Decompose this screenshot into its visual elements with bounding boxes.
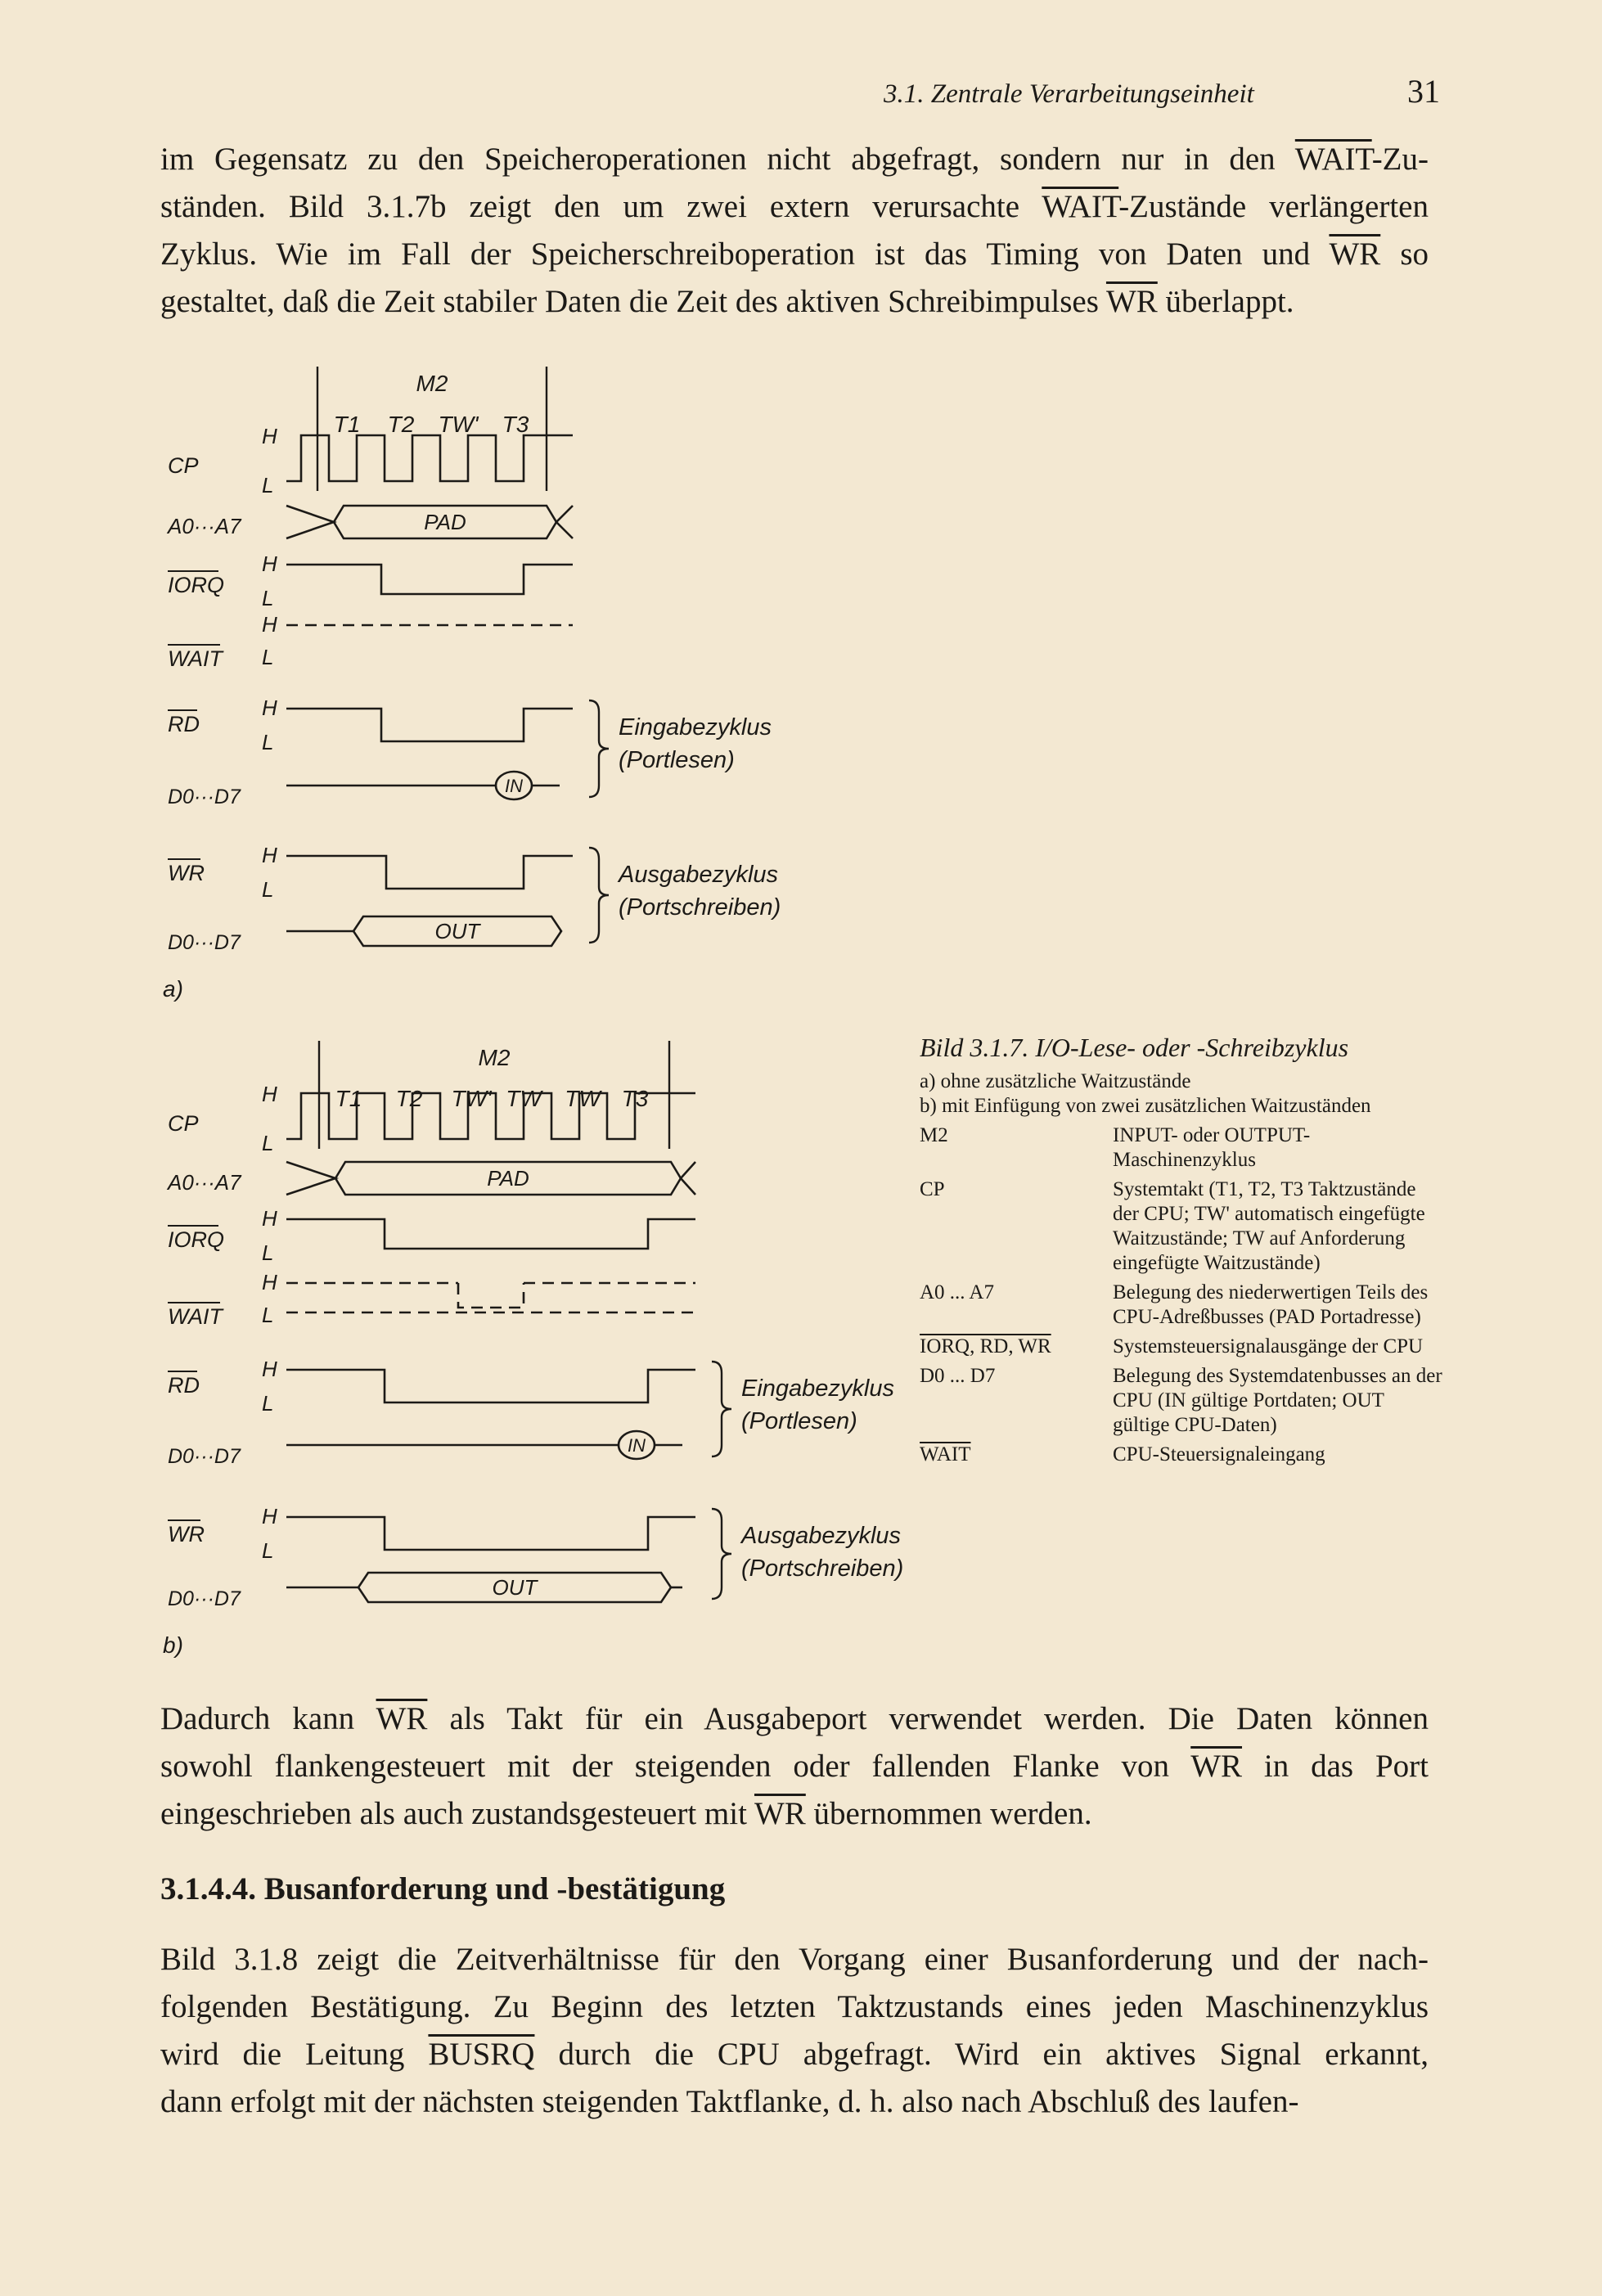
signal-label-data-out: D0···D7 — [168, 931, 241, 954]
iorq-waveform — [286, 1219, 695, 1249]
legend-row — [920, 1177, 1443, 1276]
state-label: T2 — [395, 1086, 423, 1111]
level-h: H — [262, 1357, 277, 1381]
level-h: H — [262, 612, 277, 637]
level-h: H — [262, 1206, 277, 1231]
signal-label-addr: A0···A7 — [168, 1170, 241, 1195]
level-l: L — [262, 730, 274, 754]
text-segment: gestaltet, daß die Zeit stabiler Daten die Zeit des aktiven Schreibimpulses — [160, 284, 1106, 319]
signal-name: $\overline{WR}$ — [1329, 236, 1381, 272]
output-group-sub: (Portschreiben) — [619, 894, 781, 921]
text-line — [160, 1983, 1429, 2031]
legend-term: WAIT — [920, 1443, 971, 1465]
wr-waveform — [286, 856, 573, 889]
cycle-label: M2 — [416, 371, 448, 396]
output-group-sub: (Portschreiben) — [741, 1555, 904, 1582]
legend-desc: Systemsteuersignalausgänge der CPU — [1113, 1335, 1424, 1357]
iorq-waveform — [286, 565, 573, 594]
text-line — [160, 2031, 1429, 2078]
input-brace — [589, 700, 609, 797]
data-out-bus-label: OUT — [434, 919, 480, 943]
level-h: H — [262, 843, 277, 867]
legend-row — [920, 1281, 1443, 1330]
page-number: 31 — [1407, 73, 1440, 110]
level-h: H — [262, 424, 277, 448]
text-line — [160, 1790, 1429, 1838]
figure-caption — [920, 1033, 1443, 1472]
state-label: TW — [565, 1086, 601, 1111]
section-title: 3.1. Zentrale Verarbeitungseinheit — [884, 79, 1254, 109]
wait-waveform-pulse — [458, 1283, 524, 1308]
legend-desc: Belegung des Systemdatenbusses an der CPU (IN gültige Portdaten; OUT gültige CPU-Daten) — [1113, 1365, 1442, 1436]
text-segment: in das Port — [1242, 1749, 1429, 1784]
input-group-sub: (Portlesen) — [741, 1408, 857, 1434]
signal-label-data-in: D0···D7 — [168, 786, 241, 808]
addr-bus-label: PAD — [424, 510, 466, 534]
addr-edge-left — [286, 506, 334, 538]
signal-label-wr: WR — [168, 861, 205, 885]
signal-label-rd: RD — [168, 712, 200, 736]
legend-row — [920, 1335, 1443, 1359]
text-segment: -Zu- — [1371, 142, 1429, 177]
rd-waveform — [286, 709, 573, 741]
input-group-sub: (Portlesen) — [619, 747, 735, 773]
input-brace — [712, 1362, 731, 1456]
level-h: H — [262, 1504, 277, 1528]
text-segment: wird die Leitung — [160, 2037, 429, 2072]
legend-row — [920, 1364, 1443, 1438]
body-paragraph — [160, 1936, 1429, 2126]
level-l: L — [262, 645, 274, 669]
state-label: T3 — [621, 1086, 649, 1111]
legend-desc: CPU-Steuersignaleingang — [1113, 1443, 1325, 1465]
level-l: L — [262, 1391, 274, 1416]
signal-label-wait: WAIT — [168, 1304, 223, 1329]
legend-term: D0 ... D7 — [920, 1365, 996, 1387]
text-segment: Dadurch kann — [160, 1701, 376, 1736]
text-segment: Zyklus. Wie im Fall der Speicherschreiboperation ist das Timing von Daten und — [160, 236, 1330, 272]
signal-label-data-in: D0···D7 — [168, 1445, 241, 1468]
text-segment: Bild 3.1.8 zeigt die Zeitverhältnisse für den Vorgang einer Busanforderung und der nach- — [160, 1942, 1429, 1977]
legend-term: IORQ, RD, WR — [920, 1335, 1051, 1357]
text-segment: ständen. Bild 3.1.7b zeigt den um zwei extern verursachte — [160, 189, 1042, 224]
signal-label-rd: RD — [168, 1373, 200, 1398]
signal-name: $\overline{WR}$ — [376, 1701, 428, 1736]
output-brace — [712, 1509, 731, 1599]
signal-label-cp: CP — [168, 1111, 199, 1136]
text-line — [160, 1936, 1429, 1983]
caption-title: Bild 3.1.7. I/O-Lese- oder -Schreibzyklus — [920, 1033, 1349, 1062]
legend-desc: Belegung des niederwertigen Teils des CPU-Adreßbusses (PAD Portadresse) — [1113, 1281, 1429, 1328]
state-label: TW — [506, 1086, 542, 1111]
text-segment: überlappt. — [1157, 284, 1294, 319]
signal-name: WAIT — [1042, 189, 1119, 224]
caption-legend — [920, 1123, 1443, 1467]
signal-label-cp: CP — [168, 453, 199, 478]
level-l: L — [262, 1240, 274, 1265]
sub-figure-label: b) — [163, 1632, 183, 1658]
text-line — [160, 1743, 1429, 1790]
text-segment: so — [1380, 236, 1429, 272]
section-heading: 3.1.4.4. Busanforderung und -bestätigung — [160, 1871, 726, 1907]
input-group-label: Eingabezyklus — [619, 714, 772, 741]
legend-desc: Systemtakt (T1, T2, T3 Taktzustände der CPU; TW' automatisch eingefügte Waitzustände; TW auf Anforderung eingefügte Waitzustände) — [1113, 1178, 1425, 1274]
caption-sub-b: b) mit Einfügung von zwei zusätzlichen Waitzuständen — [920, 1095, 1371, 1117]
level-h: H — [262, 551, 277, 576]
cycle-label: M2 — [478, 1045, 511, 1070]
signal-name: WAIT — [1294, 142, 1372, 177]
state-label: T1 — [335, 1086, 362, 1111]
signal-label-data-out: D0···D7 — [168, 1587, 241, 1610]
state-label: T3 — [502, 412, 529, 437]
signal-label-iorq: IORQ — [168, 573, 225, 597]
wr-waveform — [286, 1517, 695, 1550]
signal-label-wr: WR — [168, 1522, 205, 1546]
data-out-bus-label: OUT — [492, 1575, 538, 1600]
level-h: H — [262, 1082, 277, 1106]
text-segment: dann erfolgt mit der nächsten steigenden Taktflanke, d. h. also nach Abschluß des laufen- — [160, 2084, 1299, 2119]
addr-edge-right — [681, 1162, 695, 1195]
text-segment: folgenden Bestätigung. Zu Beginn des letzten Taktzustands eines jeden Maschinenzyklus — [160, 1989, 1429, 2024]
output-group-label: Ausgabezyklus — [741, 1523, 902, 1549]
text-segment: eingeschrieben als auch zustandsgesteuert mit — [160, 1796, 754, 1831]
addr-edge-left — [286, 1162, 335, 1195]
signal-name: BUSRQ — [428, 2037, 535, 2072]
legend-term: A0 ... A7 — [920, 1281, 994, 1303]
state-label: TW' — [451, 1086, 492, 1111]
output-brace — [589, 848, 609, 943]
sub-figure-label: a) — [163, 976, 183, 1002]
text-segment: übernommen werden. — [805, 1796, 1092, 1831]
state-label: TW' — [438, 412, 479, 437]
addr-edge-right — [556, 506, 573, 538]
level-l: L — [262, 586, 274, 610]
level-h: H — [262, 696, 277, 720]
signal-label-wait: WAIT — [168, 646, 223, 671]
text-segment: durch die CPU abgefragt. Wird ein aktives Signal erkannt, — [534, 2037, 1429, 2072]
text-segment: als Takt für ein Ausgabeport verwendet werden. Die Daten können — [427, 1701, 1429, 1736]
signal-label-addr: A0···A7 — [168, 514, 241, 538]
text-segment: sowohl flankengesteuert mit der steigenden oder fallenden Flanke von — [160, 1749, 1191, 1784]
signal-label-iorq: IORQ — [168, 1227, 225, 1252]
level-l: L — [262, 1538, 274, 1563]
legend-row — [920, 1443, 1443, 1467]
input-group-label: Eingabezyklus — [741, 1375, 894, 1402]
after-figure-paragraph — [160, 1695, 1429, 1838]
level-l: L — [262, 1131, 274, 1155]
level-h: H — [262, 1270, 277, 1294]
level-l: L — [262, 877, 274, 902]
level-l: L — [262, 1303, 274, 1327]
text-segment: im Gegensatz zu den Speicheroperationen nicht abgefragt, sondern nur in den — [160, 142, 1295, 177]
legend-term: M2 — [920, 1124, 948, 1146]
signal-name: $\overline{WR}$ — [754, 1796, 806, 1831]
rd-waveform — [286, 1370, 695, 1402]
addr-bus-label: PAD — [487, 1166, 529, 1191]
caption-sub-a: a) ohne zusätzliche Waitzustände — [920, 1070, 1191, 1092]
output-group-label: Ausgabezyklus — [619, 862, 779, 888]
state-label: T1 — [333, 412, 361, 437]
text-line — [160, 2078, 1429, 2126]
data-in-label: IN — [628, 1435, 646, 1456]
state-label: T2 — [387, 412, 415, 437]
text-segment: -Zustände verlängerten — [1118, 189, 1429, 224]
signal-name: $\overline{WR}$ — [1190, 1749, 1243, 1784]
data-in-label: IN — [505, 776, 523, 796]
signal-name: $\overline{WR}$ — [1105, 284, 1158, 319]
level-l: L — [262, 473, 274, 497]
legend-term: CP — [920, 1178, 945, 1200]
clock-waveform — [286, 435, 573, 481]
legend-desc: INPUT- oder OUTPUT-Maschinenzyklus — [1113, 1124, 1311, 1171]
legend-row — [920, 1123, 1443, 1173]
text-line — [160, 1695, 1429, 1743]
